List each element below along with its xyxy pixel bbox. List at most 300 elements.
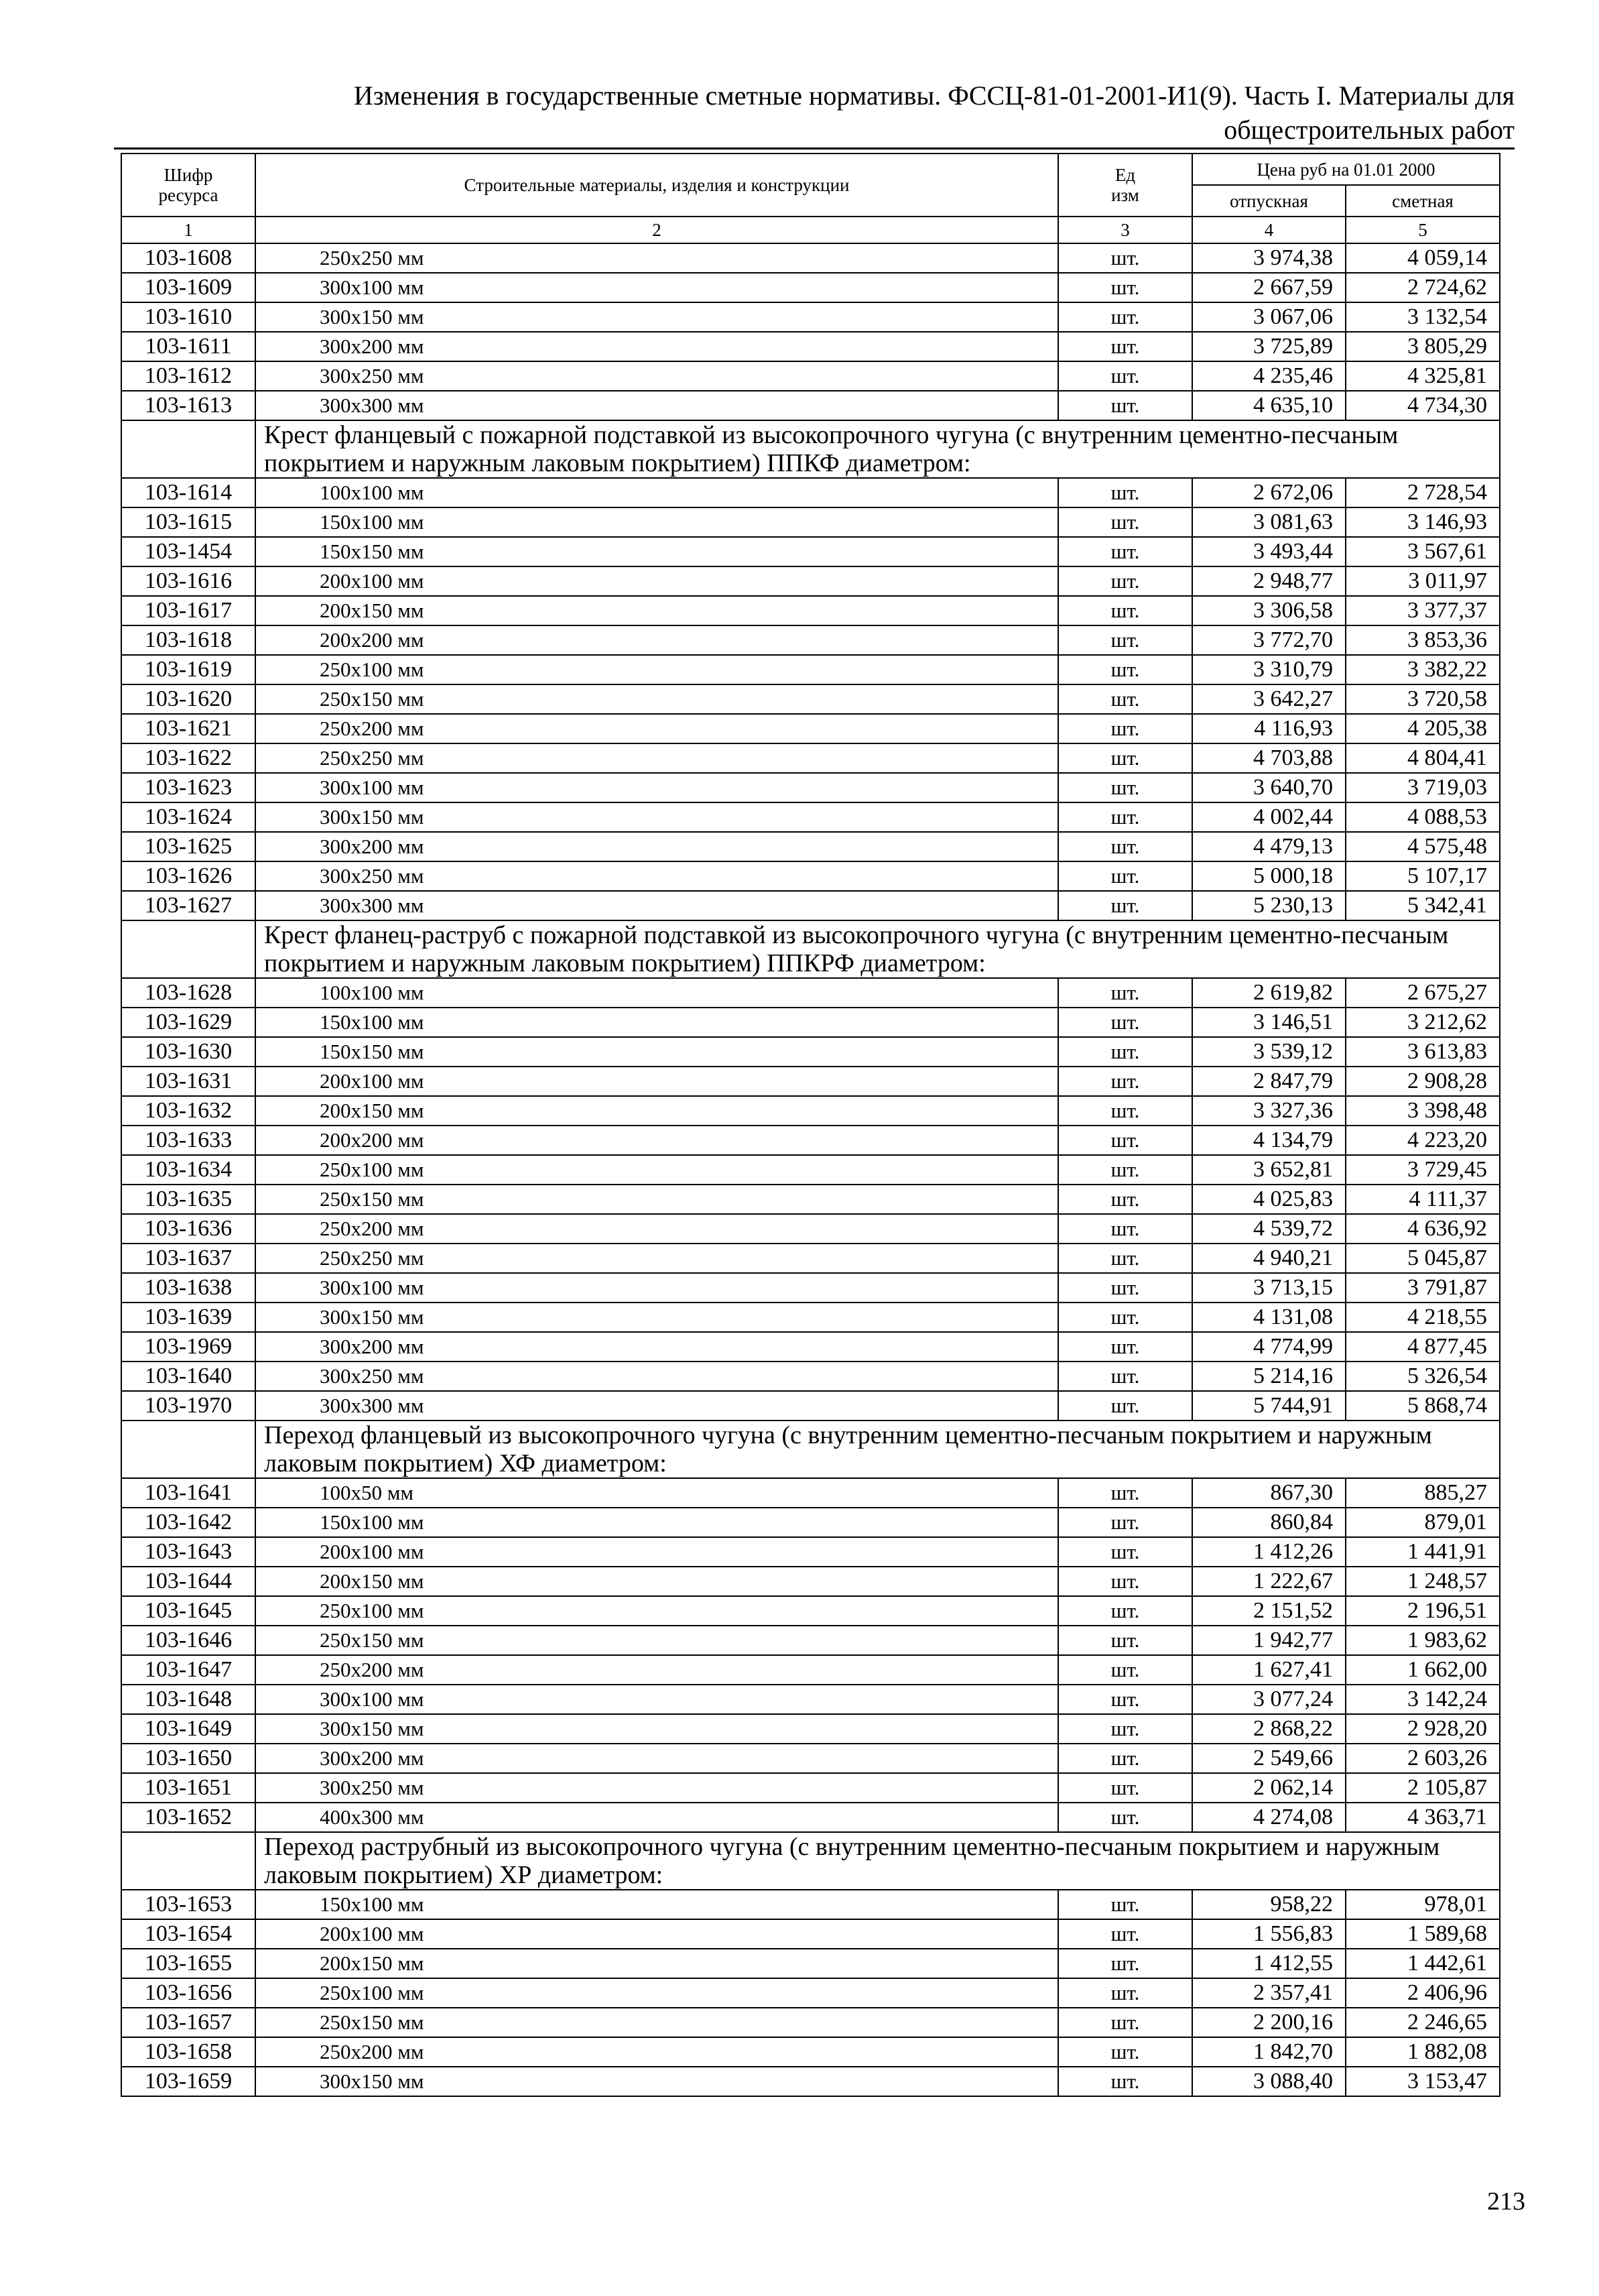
estimate-price: 978,01	[1346, 1890, 1500, 1919]
column-number: 4	[1192, 217, 1346, 243]
release-price: 2 672,06	[1192, 478, 1346, 507]
table-row	[121, 391, 1500, 420]
table-row	[121, 507, 1500, 537]
release-price: 3 640,70	[1192, 773, 1346, 802]
item-size: 250x100 мм	[255, 1596, 1058, 1626]
table-row	[121, 361, 1500, 391]
unit-of-measure: шт.	[1058, 596, 1192, 625]
unit-of-measure: шт.	[1058, 1773, 1192, 1803]
table-row	[121, 861, 1500, 891]
estimate-price: 2 675,27	[1346, 978, 1500, 1008]
resource-code: 103-1617	[121, 596, 255, 625]
resource-code: 103-1611	[121, 332, 255, 361]
unit-of-measure: шт.	[1058, 1978, 1192, 2008]
header-title: Изменения в государственные сметные нормативы. ФССЦ-81-01-2001-И1(9). Часть I. Материалы для	[353, 80, 1515, 111]
unit-of-measure: шт.	[1058, 861, 1192, 891]
item-size: 300x250 мм	[255, 1773, 1058, 1803]
release-price: 5 230,13	[1192, 891, 1346, 920]
unit-of-measure: шт.	[1058, 1626, 1192, 1655]
release-price: 4 131,08	[1192, 1303, 1346, 1332]
resource-code: 103-1614	[121, 478, 255, 507]
estimate-price: 3 567,61	[1346, 537, 1500, 566]
table-row	[121, 1655, 1500, 1685]
unit-of-measure: шт.	[1058, 832, 1192, 861]
table-row	[121, 1744, 1500, 1773]
resource-code: 103-1630	[121, 1037, 255, 1067]
estimate-price: 3 382,22	[1346, 655, 1500, 684]
table-row	[121, 243, 1500, 273]
estimate-price: 2 928,20	[1346, 1714, 1500, 1744]
resource-code: 103-1623	[121, 773, 255, 802]
release-price: 1 412,55	[1192, 1949, 1346, 1978]
unit-of-measure: шт.	[1058, 1332, 1192, 1362]
item-size: 300x200 мм	[255, 832, 1058, 861]
item-size: 250x250 мм	[255, 743, 1058, 773]
release-price: 2 667,59	[1192, 273, 1346, 302]
estimate-price: 4 223,20	[1346, 1126, 1500, 1155]
item-size: 250x150 мм	[255, 1626, 1058, 1655]
resource-code: 103-1629	[121, 1008, 255, 1037]
header-subtitle: общестроительных работ	[114, 113, 1515, 149]
release-price: 3 772,70	[1192, 625, 1346, 655]
table-row	[121, 1362, 1500, 1391]
release-price: 2 847,79	[1192, 1067, 1346, 1096]
item-size: 300x250 мм	[255, 361, 1058, 391]
section-header-row	[121, 1421, 1500, 1478]
release-price: 4 134,79	[1192, 1126, 1346, 1155]
unit-of-measure: шт.	[1058, 1067, 1192, 1096]
resource-price-table	[121, 153, 1500, 2097]
release-price: 2 868,22	[1192, 1714, 1346, 1744]
table-row	[121, 1214, 1500, 1244]
unit-of-measure: шт.	[1058, 1008, 1192, 1037]
release-price: 3 077,24	[1192, 1685, 1346, 1714]
table-row	[121, 832, 1500, 861]
estimate-price: 3 132,54	[1346, 302, 1500, 332]
resource-code: 103-1636	[121, 1214, 255, 1244]
estimate-price: 3 142,24	[1346, 1685, 1500, 1714]
release-price: 2 151,52	[1192, 1596, 1346, 1626]
unit-of-measure: шт.	[1058, 478, 1192, 507]
resource-code: 103-1612	[121, 361, 255, 391]
table-row	[121, 773, 1500, 802]
estimate-price: 3 805,29	[1346, 332, 1500, 361]
section-header-row	[121, 1832, 1500, 1890]
estimate-price: 5 045,87	[1346, 1244, 1500, 1273]
table-row	[121, 1008, 1500, 1037]
unit-of-measure: шт.	[1058, 802, 1192, 832]
estimate-price: 2 406,96	[1346, 1978, 1500, 2008]
item-size: 250x200 мм	[255, 2037, 1058, 2067]
item-size: 400x300 мм	[255, 1803, 1058, 1832]
table-row	[121, 478, 1500, 507]
unit-of-measure: шт.	[1058, 1214, 1192, 1244]
page-number: 213	[1487, 2187, 1525, 2216]
page-header	[114, 79, 1515, 149]
estimate-price: 2 246,65	[1346, 2008, 1500, 2037]
resource-code: 103-1658	[121, 2037, 255, 2067]
estimate-price: 2 724,62	[1346, 273, 1500, 302]
table-row	[121, 1596, 1500, 1626]
resource-code: 103-1635	[121, 1185, 255, 1214]
estimate-price: 3 011,97	[1346, 566, 1500, 596]
estimate-price: 3 212,62	[1346, 1008, 1500, 1037]
table-row	[121, 273, 1500, 302]
item-size: 300x150 мм	[255, 1303, 1058, 1332]
unit-of-measure: шт.	[1058, 1037, 1192, 1067]
estimate-price: 4 636,92	[1346, 1214, 1500, 1244]
resource-code: 103-1622	[121, 743, 255, 773]
estimate-price: 2 105,87	[1346, 1773, 1500, 1803]
estimate-price: 5 107,17	[1346, 861, 1500, 891]
resource-code: 103-1646	[121, 1626, 255, 1655]
resource-code: 103-1653	[121, 1890, 255, 1919]
unit-of-measure: шт.	[1058, 537, 1192, 566]
table-row	[121, 1155, 1500, 1185]
column-header-price-group: Цена руб на 01.01 2000	[1192, 154, 1500, 185]
release-price: 4 116,93	[1192, 714, 1346, 743]
column-header-unit-line1: Ед	[1114, 165, 1136, 185]
estimate-price: 2 728,54	[1346, 478, 1500, 507]
section-title: Крест фланцевый с пожарной подставкой из высокопрочного чугуна (с внутренним цементно-песчаным покрытием и наружным лаковым покрытием) ППКФ диаметром:	[255, 420, 1500, 478]
unit-of-measure: шт.	[1058, 891, 1192, 920]
section-code-cell	[121, 420, 255, 478]
estimate-price: 4 205,38	[1346, 714, 1500, 743]
estimate-price: 4 363,71	[1346, 1803, 1500, 1832]
resource-code: 103-1969	[121, 1332, 255, 1362]
section-code-cell	[121, 1832, 255, 1890]
item-size: 250x250 мм	[255, 243, 1058, 273]
resource-code: 103-1626	[121, 861, 255, 891]
resource-code: 103-1651	[121, 1773, 255, 1803]
resource-code: 103-1642	[121, 1508, 255, 1537]
resource-code: 103-1609	[121, 273, 255, 302]
estimate-price: 4 111,37	[1346, 1185, 1500, 1214]
table-row	[121, 1773, 1500, 1803]
item-size: 300x100 мм	[255, 773, 1058, 802]
estimate-price: 1 248,57	[1346, 1567, 1500, 1596]
item-size: 300x150 мм	[255, 802, 1058, 832]
resource-code: 103-1970	[121, 1391, 255, 1421]
estimate-price: 3 377,37	[1346, 596, 1500, 625]
item-size: 200x100 мм	[255, 566, 1058, 596]
unit-of-measure: шт.	[1058, 566, 1192, 596]
item-size: 150x150 мм	[255, 537, 1058, 566]
item-size: 250x100 мм	[255, 1155, 1058, 1185]
table-row	[121, 1978, 1500, 2008]
unit-of-measure: шт.	[1058, 332, 1192, 361]
resource-code: 103-1643	[121, 1537, 255, 1567]
table-row	[121, 302, 1500, 332]
item-size: 100x50 мм	[255, 1478, 1058, 1508]
resource-code: 103-1652	[121, 1803, 255, 1832]
estimate-price: 1 441,91	[1346, 1537, 1500, 1567]
unit-of-measure: шт.	[1058, 1478, 1192, 1508]
table-row	[121, 1478, 1500, 1508]
unit-of-measure: шт.	[1058, 1155, 1192, 1185]
resource-code: 103-1641	[121, 1478, 255, 1508]
item-size: 200x100 мм	[255, 1067, 1058, 1096]
table-row	[121, 2067, 1500, 2096]
estimate-price: 5 326,54	[1346, 1362, 1500, 1391]
unit-of-measure: шт.	[1058, 1919, 1192, 1949]
unit-of-measure: шт.	[1058, 2037, 1192, 2067]
resource-code: 103-1454	[121, 537, 255, 566]
item-size: 300x100 мм	[255, 273, 1058, 302]
table-row	[121, 743, 1500, 773]
release-price: 4 479,13	[1192, 832, 1346, 861]
release-price: 3 081,63	[1192, 507, 1346, 537]
release-price: 4 774,99	[1192, 1332, 1346, 1362]
estimate-price: 4 218,55	[1346, 1303, 1500, 1332]
unit-of-measure: шт.	[1058, 1685, 1192, 1714]
release-price: 4 539,72	[1192, 1214, 1346, 1244]
table-row	[121, 625, 1500, 655]
estimate-price: 3 398,48	[1346, 1096, 1500, 1126]
resource-code: 103-1632	[121, 1096, 255, 1126]
release-price: 4 940,21	[1192, 1244, 1346, 1273]
release-price: 2 948,77	[1192, 566, 1346, 596]
resource-code: 103-1621	[121, 714, 255, 743]
resource-code: 103-1645	[121, 1596, 255, 1626]
item-size: 300x300 мм	[255, 891, 1058, 920]
estimate-price: 2 603,26	[1346, 1744, 1500, 1773]
release-price: 4 025,83	[1192, 1185, 1346, 1214]
item-size: 200x100 мм	[255, 1537, 1058, 1567]
release-price: 3 088,40	[1192, 2067, 1346, 2096]
release-price: 1 556,83	[1192, 1919, 1346, 1949]
unit-of-measure: шт.	[1058, 1126, 1192, 1155]
item-size: 200x150 мм	[255, 1567, 1058, 1596]
table-row	[121, 1332, 1500, 1362]
unit-of-measure: шт.	[1058, 1362, 1192, 1391]
section-title: Переход раструбный из высокопрочного чугуна (с внутренним цементно-песчаным покрытием и наружным лаковым покрытием) ХР диаметром:	[255, 1832, 1500, 1890]
estimate-price: 1 442,61	[1346, 1949, 1500, 1978]
item-size: 300x250 мм	[255, 1362, 1058, 1391]
resource-code: 103-1656	[121, 1978, 255, 2008]
table-row	[121, 332, 1500, 361]
unit-of-measure: шт.	[1058, 714, 1192, 743]
unit-of-measure: шт.	[1058, 1655, 1192, 1685]
table-row	[121, 978, 1500, 1008]
release-price: 4 002,44	[1192, 802, 1346, 832]
item-size: 250x200 мм	[255, 1655, 1058, 1685]
estimate-price: 3 853,36	[1346, 625, 1500, 655]
estimate-price: 4 877,45	[1346, 1332, 1500, 1362]
item-size: 250x150 мм	[255, 684, 1058, 714]
release-price: 4 235,46	[1192, 361, 1346, 391]
table-row	[121, 655, 1500, 684]
resource-code: 103-1610	[121, 302, 255, 332]
release-price: 3 539,12	[1192, 1037, 1346, 1067]
resource-code: 103-1637	[121, 1244, 255, 1273]
resource-code: 103-1644	[121, 1567, 255, 1596]
resource-code: 103-1639	[121, 1303, 255, 1332]
resource-code: 103-1640	[121, 1362, 255, 1391]
table-row	[121, 1949, 1500, 1978]
table-body	[121, 243, 1500, 2096]
item-size: 250x150 мм	[255, 2008, 1058, 2037]
item-size: 150x100 мм	[255, 1890, 1058, 1919]
unit-of-measure: шт.	[1058, 1185, 1192, 1214]
estimate-price: 5 342,41	[1346, 891, 1500, 920]
item-size: 150x100 мм	[255, 507, 1058, 537]
item-size: 300x250 мм	[255, 861, 1058, 891]
unit-of-measure: шт.	[1058, 978, 1192, 1008]
column-header-unit	[1058, 154, 1192, 217]
item-size: 250x250 мм	[255, 1244, 1058, 1273]
release-price: 3 310,79	[1192, 655, 1346, 684]
item-size: 250x150 мм	[255, 1185, 1058, 1214]
unit-of-measure: шт.	[1058, 1391, 1192, 1421]
release-price: 5 744,91	[1192, 1391, 1346, 1421]
release-price: 3 652,81	[1192, 1155, 1346, 1185]
resource-code: 103-1649	[121, 1714, 255, 1744]
column-number-row	[121, 217, 1500, 243]
item-size: 150x100 мм	[255, 1008, 1058, 1037]
unit-of-measure: шт.	[1058, 391, 1192, 420]
table-row	[121, 1919, 1500, 1949]
resource-code: 103-1613	[121, 391, 255, 420]
release-price: 2 200,16	[1192, 2008, 1346, 2037]
item-size: 250x100 мм	[255, 1978, 1058, 2008]
estimate-price: 1 662,00	[1346, 1655, 1500, 1685]
unit-of-measure: шт.	[1058, 1714, 1192, 1744]
estimate-price: 885,27	[1346, 1478, 1500, 1508]
column-number: 2	[255, 217, 1058, 243]
table-row	[121, 1273, 1500, 1303]
item-size: 300x200 мм	[255, 1744, 1058, 1773]
item-size: 150x100 мм	[255, 1508, 1058, 1537]
release-price: 5 214,16	[1192, 1362, 1346, 1391]
estimate-price: 2 908,28	[1346, 1067, 1500, 1096]
table-row	[121, 1890, 1500, 1919]
release-price: 4 635,10	[1192, 391, 1346, 420]
release-price: 3 713,15	[1192, 1273, 1346, 1303]
resource-code: 103-1634	[121, 1155, 255, 1185]
resource-code: 103-1648	[121, 1685, 255, 1714]
estimate-price: 3 719,03	[1346, 773, 1500, 802]
release-price: 3 146,51	[1192, 1008, 1346, 1037]
resource-code: 103-1625	[121, 832, 255, 861]
item-size: 300x150 мм	[255, 302, 1058, 332]
column-header-code-line1: Шифр	[164, 165, 213, 185]
resource-code: 103-1616	[121, 566, 255, 596]
unit-of-measure: шт.	[1058, 1803, 1192, 1832]
table-row	[121, 1096, 1500, 1126]
unit-of-measure: шт.	[1058, 1244, 1192, 1273]
unit-of-measure: шт.	[1058, 1537, 1192, 1567]
item-size: 200x200 мм	[255, 625, 1058, 655]
unit-of-measure: шт.	[1058, 1744, 1192, 1773]
unit-of-measure: шт.	[1058, 302, 1192, 332]
unit-of-measure: шт.	[1058, 273, 1192, 302]
table-row	[121, 1685, 1500, 1714]
unit-of-measure: шт.	[1058, 1303, 1192, 1332]
column-header-price-estimate: сметная	[1346, 185, 1500, 217]
column-number: 5	[1346, 217, 1500, 243]
release-price: 3 725,89	[1192, 332, 1346, 361]
table-row	[121, 1537, 1500, 1567]
release-price: 867,30	[1192, 1478, 1346, 1508]
resource-code: 103-1633	[121, 1126, 255, 1155]
item-size: 300x300 мм	[255, 1391, 1058, 1421]
resource-code: 103-1619	[121, 655, 255, 684]
resource-code: 103-1657	[121, 2008, 255, 2037]
unit-of-measure: шт.	[1058, 243, 1192, 273]
estimate-price: 1 882,08	[1346, 2037, 1500, 2067]
table-row	[121, 1567, 1500, 1596]
section-header-row	[121, 920, 1500, 978]
estimate-price: 4 059,14	[1346, 243, 1500, 273]
table-row	[121, 1391, 1500, 1421]
section-title: Крест фланец-раструб с пожарной подставкой из высокопрочного чугуна (с внутренним цементно-песчаным покрытием и наружным лаковым покрытием) ППКРФ диаметром:	[255, 920, 1500, 978]
release-price: 4 703,88	[1192, 743, 1346, 773]
estimate-price: 4 325,81	[1346, 361, 1500, 391]
resource-code: 103-1615	[121, 507, 255, 537]
estimate-price: 1 983,62	[1346, 1626, 1500, 1655]
release-price: 1 222,67	[1192, 1567, 1346, 1596]
column-number: 3	[1058, 217, 1192, 243]
release-price: 3 493,44	[1192, 537, 1346, 566]
column-header-price-release: отпускная	[1192, 185, 1346, 217]
resource-code: 103-1650	[121, 1744, 255, 1773]
table-row	[121, 684, 1500, 714]
item-size: 100x100 мм	[255, 978, 1058, 1008]
item-size: 300x200 мм	[255, 1332, 1058, 1362]
estimate-price: 1 589,68	[1346, 1919, 1500, 1949]
estimate-price: 2 196,51	[1346, 1596, 1500, 1626]
table-row	[121, 537, 1500, 566]
section-code-cell	[121, 920, 255, 978]
resource-code: 103-1608	[121, 243, 255, 273]
unit-of-measure: шт.	[1058, 1890, 1192, 1919]
unit-of-measure: шт.	[1058, 773, 1192, 802]
unit-of-measure: шт.	[1058, 361, 1192, 391]
resource-code: 103-1638	[121, 1273, 255, 1303]
resource-code: 103-1654	[121, 1919, 255, 1949]
unit-of-measure: шт.	[1058, 507, 1192, 537]
release-price: 2 062,14	[1192, 1773, 1346, 1803]
table-header	[121, 154, 1500, 243]
item-size: 250x200 мм	[255, 1214, 1058, 1244]
section-header-row	[121, 420, 1500, 478]
release-price: 3 642,27	[1192, 684, 1346, 714]
estimate-price: 3 613,83	[1346, 1037, 1500, 1067]
release-price: 3 327,36	[1192, 1096, 1346, 1126]
table-row	[121, 891, 1500, 920]
item-size: 300x150 мм	[255, 2067, 1058, 2096]
release-price: 2 619,82	[1192, 978, 1346, 1008]
item-size: 200x150 мм	[255, 596, 1058, 625]
section-title: Переход фланцевый из высокопрочного чугуна (с внутренним цементно-песчаным покрытием и наружным лаковым покрытием) ХФ диаметром:	[255, 1421, 1500, 1478]
unit-of-measure: шт.	[1058, 1949, 1192, 1978]
estimate-price: 4 575,48	[1346, 832, 1500, 861]
resource-code: 103-1647	[121, 1655, 255, 1685]
item-size: 300x150 мм	[255, 1714, 1058, 1744]
column-header-code-line2: ресурса	[158, 185, 218, 205]
release-price: 4 274,08	[1192, 1803, 1346, 1832]
item-size: 250x100 мм	[255, 655, 1058, 684]
unit-of-measure: шт.	[1058, 684, 1192, 714]
estimate-price: 4 734,30	[1346, 391, 1500, 420]
release-price: 1 842,70	[1192, 2037, 1346, 2067]
table-row	[121, 1626, 1500, 1655]
table-row	[121, 1714, 1500, 1744]
estimate-price: 879,01	[1346, 1508, 1500, 1537]
release-price: 2 357,41	[1192, 1978, 1346, 2008]
column-header-code	[121, 154, 255, 217]
